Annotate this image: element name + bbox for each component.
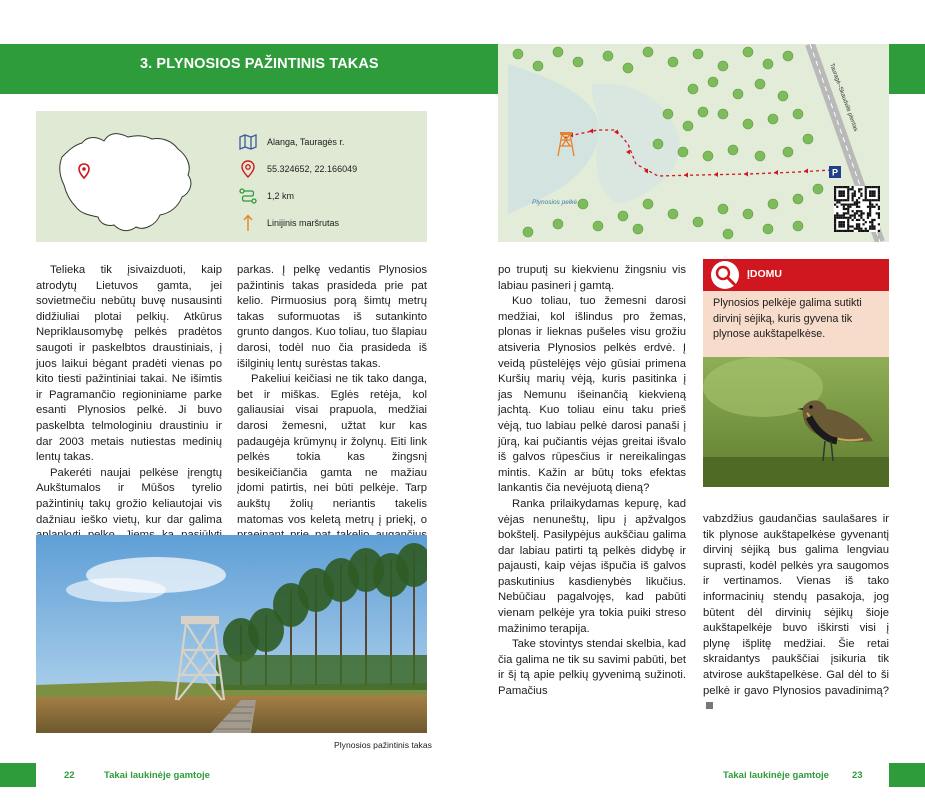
map-tree-icon	[678, 147, 688, 157]
map-tree-icon	[723, 229, 733, 239]
map-tree-icon	[743, 119, 753, 129]
fact-box-title: ĮDOMU	[747, 268, 782, 280]
map-tree-icon	[778, 91, 788, 101]
paragraph: po truputį su kiekvienu žingsniu vis labiau pasineri į gamtą.	[498, 264, 686, 292]
text-column-4	[703, 512, 889, 715]
map-tree-icon	[573, 57, 583, 67]
text-column-2	[237, 263, 427, 575]
map-tree-icon	[763, 59, 773, 69]
info-coordinates-row	[237, 155, 427, 182]
info-route-type-row	[237, 209, 427, 236]
paragraph	[703, 512, 889, 715]
map-tree-icon	[593, 221, 603, 231]
photo-caption: Plynosios pažintinis takas	[334, 740, 432, 750]
map-tree-icon	[633, 224, 643, 234]
trail-map-graphic	[498, 44, 889, 242]
map-tree-icon	[553, 219, 563, 229]
qr-code	[834, 186, 880, 232]
bog-label: Plynosios pelkė	[532, 199, 578, 206]
footer-band-right	[889, 763, 925, 787]
location-pin-icon	[237, 159, 259, 179]
map-tree-icon	[523, 227, 533, 237]
trail-arrow-icon	[684, 173, 688, 178]
trail-photo-graphic	[36, 535, 427, 733]
map-tree-icon	[793, 194, 803, 204]
map-tree-icon	[768, 199, 778, 209]
info-distance-text: 1,2 km	[267, 190, 295, 201]
map-tree-icon	[698, 107, 708, 117]
map-tree-icon	[553, 47, 563, 57]
golden-plover-graphic	[703, 357, 889, 487]
map-tree-icon	[718, 109, 728, 119]
page-number-right: 23	[852, 770, 863, 781]
svg-text:P: P	[832, 167, 839, 178]
bog-area-2	[592, 84, 680, 204]
map-tree-icon	[743, 209, 753, 219]
map-tree-icon	[688, 84, 698, 94]
fact-box-text: Plynosios pelkėje galima sutikti dirvinį sėjiką, kuris gyvena tik plynose aukštapelkėse.	[703, 291, 889, 357]
info-distance-row	[237, 182, 427, 209]
info-location-row	[237, 128, 427, 155]
trail-arrow-icon	[744, 172, 748, 177]
map-tree-icon	[708, 77, 718, 87]
route-icon	[237, 186, 259, 206]
trail-photo	[36, 535, 427, 733]
text-column-1	[36, 263, 222, 559]
trail-map	[498, 44, 889, 242]
map-tree-icon	[533, 61, 543, 71]
map-tree-icon	[783, 147, 793, 157]
paragraph: parkas. Į pelkę vedantis Plynosios pažintinis takas prasideda prie pat kelio. Pirmuosius porą šimtų metrų takas suformuotas iš sutankinto grunto dangos. Kuo toliau, tuo šlapiau darosi, todėl nuo čia prasideda iš išilginių lentų surėstas takas.	[237, 264, 427, 370]
map-tree-icon	[755, 79, 765, 89]
fact-box-header	[703, 259, 889, 291]
paragraph-text: vabzdžius gaudančias saulašares ir tik plynose aukštapelkėse gyvenantį dirvinį sėjiką bus galima lengviau suprasti, kodėl pelkės yra saugomos ir vertinamos. Vienas iš tako informacinių stendų pasakoja, jog būtent dėl dirvinių sėjikų šioje aukštapelkėje buvo iškirsti visi į plynę išplitę medžiai. Šie retai skraidantys paukščiai įsikuria tik atvirose aukštapelkėse. Gal dėl to ši pelkė ir gavo Plynosios pavadinimą?	[703, 513, 889, 697]
map-tree-icon	[763, 224, 773, 234]
map-tree-icon	[793, 221, 803, 231]
info-coordinates-text: 55.324652, 22.166049	[267, 163, 358, 174]
map-tree-icon	[803, 134, 813, 144]
map-tree-icon	[653, 139, 663, 149]
header-band-right	[888, 44, 925, 94]
forest-undergrowth	[216, 655, 427, 690]
bird-photo	[703, 357, 889, 487]
map-tree-icon	[513, 49, 523, 59]
trail-arrow-icon	[804, 169, 808, 174]
map-tree-icon	[643, 47, 653, 57]
map-icon	[237, 132, 259, 152]
map-tree-icon	[793, 109, 803, 119]
map-tree-icon	[703, 151, 713, 161]
map-tree-icon	[733, 89, 743, 99]
paragraph: Ranka prilaikydamas kepurę, kad vėjas nenuneštų, lipu į apžvalgos bokštelį. Pasilypėjus aukščiau galima dar labiau patirti tą pelkės didybę ir pajausti, kaip vėjas išpučia iš galvos paskutinius kasdienybės likučius. Nebūčiau pagalvojęs, kad pabūti vienam pelkėje yra tokia puiki streso mažinimo terapija.	[498, 497, 686, 635]
arrow-up-icon	[237, 213, 259, 233]
info-route-type-text: Linijinis maršrutas	[267, 217, 340, 228]
parking-sign-icon	[829, 166, 841, 178]
page-number-left: 22	[64, 770, 75, 781]
trail-arrow-icon	[714, 172, 718, 177]
paragraph: Telieka tik įsivaizduoti, kaip atrodytų Lietuvos gamta, jei sovietmečiu nebūtų buvę nusausinti didžiuliai plotai pelkių. Atkūrus Nepriklausomybę pelkės pradėtos saugoti ir paskelbtos draustiniais, į juos laikui bėgant pradėti vienas po kito tiesti pažintiniai takai. Ne išimtis ir Pagramančio regioniniame parke esanti Plynosios pelkė. Ji buvo paskelbta telmologiniu draustiniu ir dar 2003 metais nutiestas medinių lentų takas.	[36, 264, 222, 464]
map-tree-icon	[643, 199, 653, 209]
map-tree-icon	[668, 209, 678, 219]
map-tree-icon	[813, 184, 823, 194]
paragraph: Take stovintys stendai skelbia, kad čia galima ne tik su savimi pabūti, bet ir šį tą apie pelkių gyvenimą sužinoti. Pamačius	[498, 638, 686, 698]
bog-area	[508, 64, 599, 214]
map-tree-icon	[668, 57, 678, 67]
map-tree-icon	[683, 121, 693, 131]
map-tree-icon	[718, 61, 728, 71]
lithuania-map-icon	[48, 121, 198, 236]
footer-title-right: Takai laukinėje gamtoje	[723, 770, 829, 781]
route-info-box	[36, 111, 427, 242]
page-title: 3. PLYNOSIOS PAŽINTINIS TAKAS	[140, 56, 379, 72]
text-column-3	[498, 263, 686, 700]
paragraph: Pakeliui keičiasi ne tik tako danga, bet ir miškas. Eglės retėja, kol galiausiai visai prapuola, medžiai darosi žemesni, užtat kur kas padaugėja krūmynų ir žolynų. Eiti link pelkės tokia kas žingsnį besikeičiančia gamta ne mažiau įdomi patirtis, nei būti pelkėje. Tarp aukštų žolių neriantis takelis matomas vos keletą metrų į priekį, o	[237, 373, 427, 526]
footer-title-left: Takai laukinėje gamtoje	[104, 770, 210, 781]
map-tree-icon	[663, 109, 673, 119]
map-tree-icon	[728, 145, 738, 155]
map-tree-icon	[718, 204, 728, 214]
paragraph: Pakeréti naujai pelkėse įrengtų Aukštumalos ir Mūšos tyrelio pažintinių takų grožio keliautojai vis dažniau ieško vietų, kur dar galima	[36, 466, 222, 526]
info-location-text: Alanga, Tauragės r.	[267, 136, 345, 147]
map-tree-icon	[768, 114, 778, 124]
map-tree-icon	[783, 51, 793, 61]
footer-band-left	[0, 763, 36, 787]
end-of-article-mark	[706, 702, 713, 709]
map-tree-icon	[618, 211, 628, 221]
magnifier-icon	[711, 261, 739, 289]
map-tree-icon	[578, 199, 588, 209]
map-tree-icon	[693, 217, 703, 227]
trail-arrow-icon	[774, 170, 778, 175]
map-tree-icon	[743, 47, 753, 57]
map-tree-icon	[623, 63, 633, 73]
road-label: Tauragė–Skaudvilė plentas	[828, 62, 859, 133]
paragraph: Kuo toliau, tuo žemesni darosi medžiai, kol išlindus pro žemas, plonas ir lieknas pušeles visu grožiu atsiveria Plynosios pelkės erdvė. Į veidą pūstelėjęs vėjo gūsiai primena Kuršių marių vėją, kuris pasitinka į jas Nemunu išeinančią kiekvieną jachtą. Kuo toliau einu taku prieš vėją, tuo labiau pelkė darosi panaši į jūrą, kai pučiantis vėjas greitai išvalo iš galvos rūpesčius ir nereikalingas mintis. Kažin ar būtų toks efektas lankantis čia nevėjuotą dieną?	[498, 295, 686, 495]
map-tree-icon	[755, 151, 765, 161]
map-tree-icon	[603, 51, 613, 61]
map-tree-icon	[693, 49, 703, 59]
